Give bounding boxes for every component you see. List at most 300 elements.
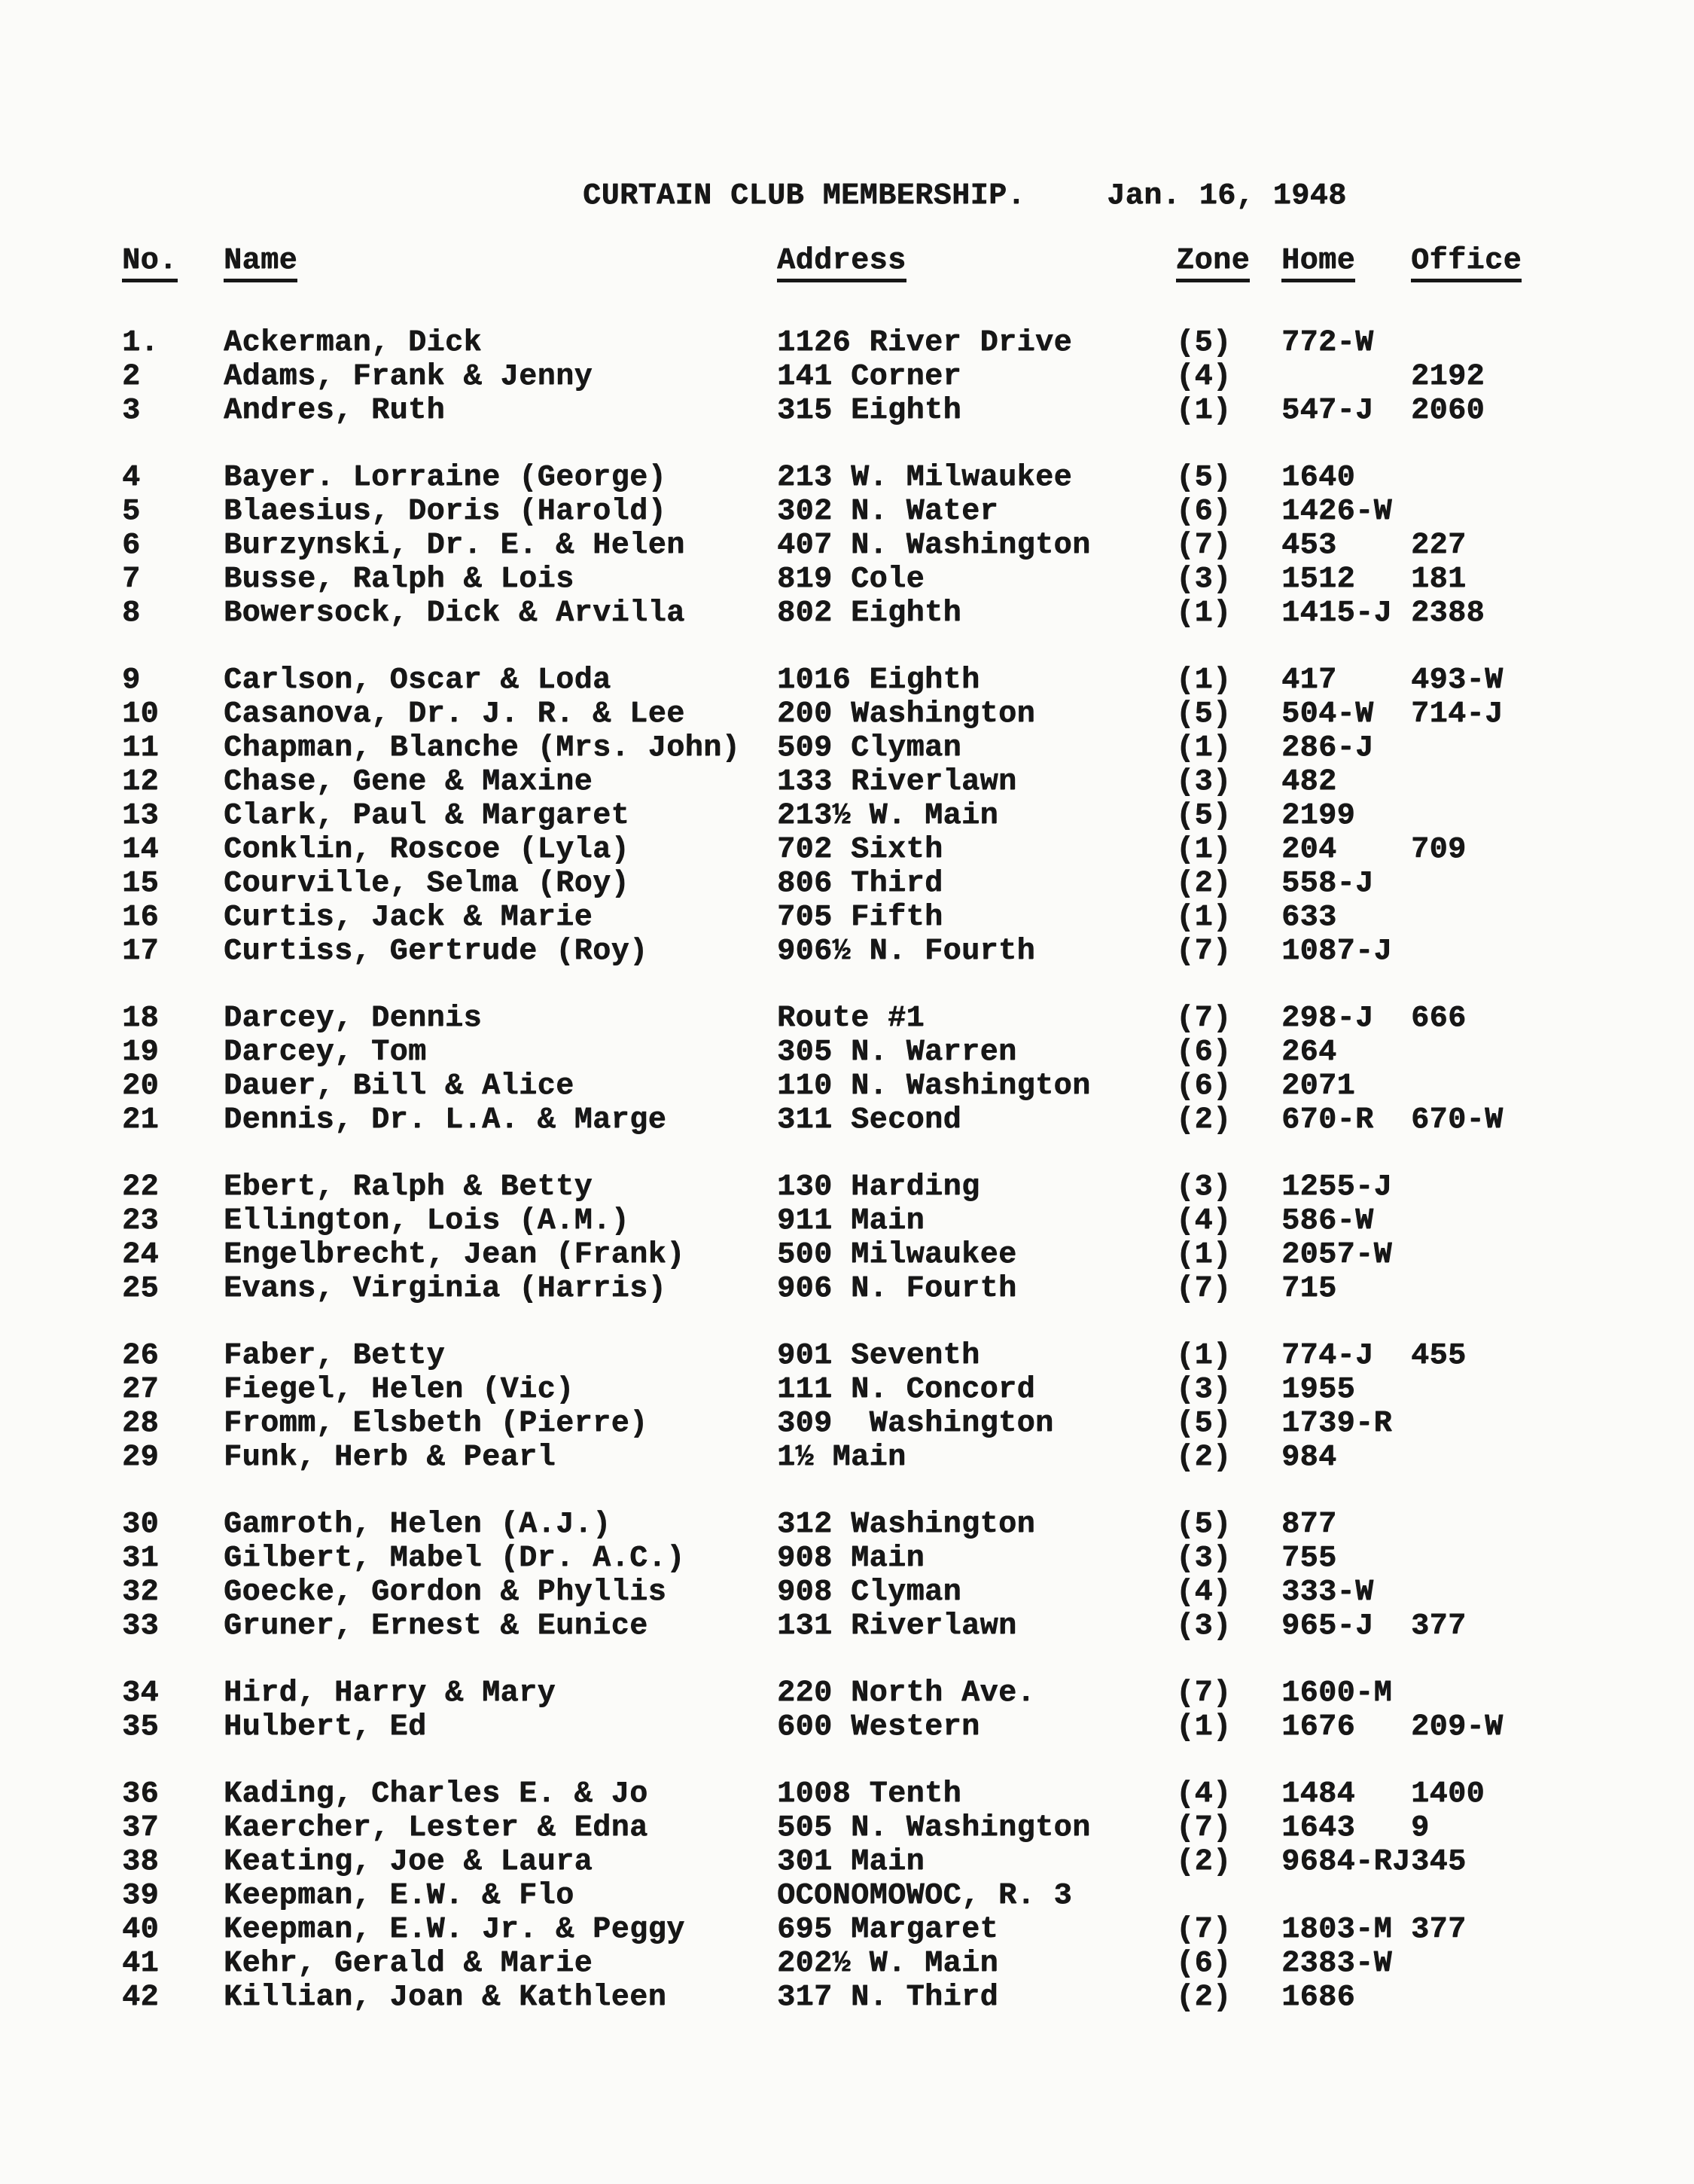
member-address: 312 Washington: [777, 1508, 1036, 1542]
member-address: 901 Seventh: [777, 1339, 980, 1373]
member-home-phone: 504-W: [1281, 697, 1374, 731]
member-address: 213 W. Milwaukee: [777, 461, 1073, 495]
member-name: Gilbert, Mabel (Dr. A.C.): [224, 1542, 685, 1575]
member-zone: (3): [1176, 1373, 1232, 1407]
member-address: 500 Milwaukee: [777, 1238, 1017, 1272]
member-name: Hird, Harry & Mary: [224, 1676, 556, 1710]
member-address: 200 Washington: [777, 697, 1036, 731]
member-home-phone: 558-J: [1281, 867, 1374, 901]
member-name: Bowersock, Dick & Arvilla: [224, 596, 685, 630]
member-office-phone: 455: [1411, 1339, 1467, 1373]
member-name: Keating, Joe & Laura: [224, 1845, 593, 1879]
member-no: 40: [122, 1913, 160, 1947]
member-name: Clark, Paul & Margaret: [224, 799, 630, 833]
member-zone: (1): [1176, 1339, 1232, 1373]
member-home-phone: 1643: [1281, 1811, 1356, 1845]
member-home-phone: 877: [1281, 1508, 1337, 1542]
member-address: 908 Clyman: [777, 1575, 962, 1609]
member-home-phone: 9684-RJ: [1281, 1845, 1411, 1879]
table-row: [122, 1204, 1694, 1238]
member-no: 11: [122, 731, 160, 765]
member-no: 36: [122, 1777, 160, 1811]
member-office-phone: [1411, 461, 1575, 495]
table-row: [122, 1777, 1694, 1811]
member-office-phone: [1411, 901, 1575, 935]
member-name: Bayer. Lorraine (George): [224, 461, 667, 495]
member-zone: (7): [1176, 1676, 1232, 1710]
header-zone: Zone: [1176, 244, 1281, 282]
member-address: 302 N. Water: [777, 495, 999, 529]
document-title-line: [583, 179, 1694, 214]
member-office-phone: 670-W: [1411, 1103, 1504, 1137]
member-no: 8: [122, 596, 141, 630]
member-group: [122, 326, 1694, 428]
table-row: [122, 1609, 1694, 1643]
member-address: OCONOMOWOC, R. 3: [777, 1879, 1073, 1913]
header-office: Office: [1411, 244, 1575, 282]
member-no: 23: [122, 1204, 160, 1238]
member-address: Route #1: [777, 1002, 925, 1036]
table-row: [122, 1238, 1694, 1272]
table-row: [122, 1981, 1694, 2015]
member-no: 5: [122, 495, 141, 529]
member-address: 911 Main: [777, 1204, 925, 1238]
member-address: 130 Harding: [777, 1170, 980, 1204]
table-row: [122, 731, 1694, 765]
member-no: 27: [122, 1373, 160, 1407]
member-zone: (1): [1176, 833, 1232, 867]
member-no: 31: [122, 1542, 160, 1575]
member-office-phone: [1411, 1947, 1575, 1981]
member-zone: (7): [1176, 529, 1232, 563]
member-home-phone: 1955: [1281, 1373, 1356, 1407]
member-office-phone: [1411, 867, 1575, 901]
member-zone: (1): [1176, 901, 1232, 935]
member-no: 18: [122, 1002, 160, 1036]
member-name: Chase, Gene & Maxine: [224, 765, 593, 799]
table-row: [122, 1407, 1694, 1441]
member-address: 305 N. Warren: [777, 1036, 1017, 1069]
member-address: 110 N. Washington: [777, 1069, 1091, 1103]
member-name: Evans, Virginia (Harris): [224, 1272, 667, 1306]
member-zone: (3): [1176, 1542, 1232, 1575]
member-address: 317 N. Third: [777, 1981, 999, 2015]
member-home-phone: 264: [1281, 1036, 1337, 1069]
member-no: 30: [122, 1508, 160, 1542]
member-home-phone: 774-J: [1281, 1339, 1374, 1373]
table-row: [122, 1676, 1694, 1710]
member-no: 25: [122, 1272, 160, 1306]
member-office-phone: [1411, 935, 1575, 968]
table-row: [122, 935, 1694, 968]
member-name: Funk, Herb & Pearl: [224, 1441, 556, 1475]
member-zone: (6): [1176, 1069, 1232, 1103]
member-name: Andres, Ruth: [224, 394, 446, 428]
member-no: 22: [122, 1170, 160, 1204]
table-row: [122, 1508, 1694, 1542]
member-zone: (1): [1176, 1710, 1232, 1744]
table-row: [122, 833, 1694, 867]
table-row: [122, 663, 1694, 697]
member-no: 33: [122, 1609, 160, 1643]
table-row: [122, 867, 1694, 901]
member-no: 20: [122, 1069, 160, 1103]
member-home-phone: 417: [1281, 663, 1337, 697]
table-row: [122, 1339, 1694, 1373]
member-office-phone: [1411, 495, 1575, 529]
member-zone: (5): [1176, 326, 1232, 360]
member-home-phone: 1739-R: [1281, 1407, 1393, 1441]
table-row: [122, 1272, 1694, 1306]
member-group: [122, 663, 1694, 968]
member-zone: (6): [1176, 1947, 1232, 1981]
member-zone: (6): [1176, 495, 1232, 529]
page-date: Jan. 16, 1948: [1107, 179, 1347, 213]
member-name: Courville, Selma (Roy): [224, 867, 630, 901]
table-header-row: [122, 244, 1694, 282]
member-office-phone: 377: [1411, 1609, 1467, 1643]
member-group: [122, 1170, 1694, 1306]
member-home-phone: 547-J: [1281, 394, 1374, 428]
member-name: Curtis, Jack & Marie: [224, 901, 593, 935]
member-no: 24: [122, 1238, 160, 1272]
member-office-phone: 1400: [1411, 1777, 1485, 1811]
member-zone: (7): [1176, 1002, 1232, 1036]
member-zone: (1): [1176, 596, 1232, 630]
member-zone: (3): [1176, 563, 1232, 596]
member-office-phone: [1411, 1441, 1575, 1475]
member-address: 213½ W. Main: [777, 799, 999, 833]
member-address: 806 Third: [777, 867, 943, 901]
member-address: 1008 Tenth: [777, 1777, 962, 1811]
member-office-phone: [1411, 1036, 1575, 1069]
member-address: 505 N. Washington: [777, 1811, 1091, 1845]
member-address: 141 Corner: [777, 360, 962, 394]
table-row: [122, 1002, 1694, 1036]
member-no: 15: [122, 867, 160, 901]
member-zone: (5): [1176, 461, 1232, 495]
member-address: 131 Riverlawn: [777, 1609, 1017, 1643]
member-office-phone: 709: [1411, 833, 1467, 867]
table-row: [122, 563, 1694, 596]
member-name: Kehr, Gerald & Marie: [224, 1947, 593, 1981]
member-no: 32: [122, 1575, 160, 1609]
member-zone: (7): [1176, 935, 1232, 968]
member-address: 906½ N. Fourth: [777, 935, 1036, 968]
member-no: 29: [122, 1441, 160, 1475]
member-address: 600 Western: [777, 1710, 980, 1744]
member-zone: (1): [1176, 663, 1232, 697]
member-home-phone: 333-W: [1281, 1575, 1374, 1609]
member-home-phone: 586-W: [1281, 1204, 1374, 1238]
member-name: Keepman, E.W. & Flo: [224, 1879, 574, 1913]
member-zone: (1): [1176, 1238, 1232, 1272]
member-zone: (1): [1176, 731, 1232, 765]
member-home-phone: 298-J: [1281, 1002, 1374, 1036]
page-title: CURTAIN CLUB MEMBERSHIP.: [583, 179, 1026, 213]
member-office-phone: 377: [1411, 1913, 1467, 1947]
member-home-phone: 1484: [1281, 1777, 1356, 1811]
member-zone: (2): [1176, 1441, 1232, 1475]
member-name: Kading, Charles E. & Jo: [224, 1777, 648, 1811]
member-address: 705 Fifth: [777, 901, 943, 935]
member-name: Casanova, Dr. J. R. & Lee: [224, 697, 685, 731]
member-zone: (5): [1176, 1407, 1232, 1441]
member-home-phone: 2199: [1281, 799, 1356, 833]
member-office-phone: 714-J: [1411, 697, 1504, 731]
member-no: 42: [122, 1981, 160, 2015]
member-home-phone: 482: [1281, 765, 1337, 799]
member-home-phone: 1803-M: [1281, 1913, 1393, 1947]
member-office-phone: [1411, 1676, 1575, 1710]
member-address: 802 Eighth: [777, 596, 962, 630]
member-no: 34: [122, 1676, 160, 1710]
member-office-phone: 209-W: [1411, 1710, 1504, 1744]
member-home-phone: 772-W: [1281, 326, 1374, 360]
member-zone: (2): [1176, 1103, 1232, 1137]
header-no: No.: [122, 244, 224, 282]
member-home-phone: [1281, 360, 1411, 394]
member-name: Carlson, Oscar & Loda: [224, 663, 611, 697]
member-home-phone: 1512: [1281, 563, 1356, 596]
member-zone: (7): [1176, 1272, 1232, 1306]
member-home-phone: 715: [1281, 1272, 1337, 1306]
member-address: 702 Sixth: [777, 833, 943, 867]
member-office-phone: 181: [1411, 563, 1467, 596]
member-no: 6: [122, 529, 141, 563]
member-no: 35: [122, 1710, 160, 1744]
member-office-phone: [1411, 1170, 1575, 1204]
member-address: 301 Main: [777, 1845, 925, 1879]
member-zone: (3): [1176, 1609, 1232, 1643]
member-address: 220 North Ave.: [777, 1676, 1036, 1710]
table-row: [122, 1710, 1694, 1744]
member-no: 14: [122, 833, 160, 867]
table-row: [122, 1373, 1694, 1407]
member-office-phone: [1411, 1508, 1575, 1542]
member-office-phone: [1411, 1272, 1575, 1306]
member-office-phone: 666: [1411, 1002, 1467, 1036]
member-no: 28: [122, 1407, 160, 1441]
member-no: 4: [122, 461, 141, 495]
member-home-phone: 2071: [1281, 1069, 1356, 1103]
header-address: Address: [777, 244, 1176, 282]
table-row: [122, 1811, 1694, 1845]
member-home-phone: 1087-J: [1281, 935, 1393, 968]
member-address: 695 Margaret: [777, 1913, 999, 1947]
member-address: 202½ W. Main: [777, 1947, 999, 1981]
member-name: Busse, Ralph & Lois: [224, 563, 574, 596]
header-name: Name: [224, 244, 777, 282]
member-no: 9: [122, 663, 141, 697]
member-home-phone: 2057-W: [1281, 1238, 1393, 1272]
table-row: [122, 1441, 1694, 1475]
member-office-phone: [1411, 1879, 1575, 1913]
member-office-phone: 2388: [1411, 596, 1485, 630]
member-name: Gamroth, Helen (A.J.): [224, 1508, 611, 1542]
member-name: Fiegel, Helen (Vic): [224, 1373, 574, 1407]
member-no: 38: [122, 1845, 160, 1879]
member-office-phone: [1411, 1204, 1575, 1238]
member-list: [122, 326, 1694, 2015]
table-row: [122, 1575, 1694, 1609]
member-zone: (2): [1176, 867, 1232, 901]
member-office-phone: 493-W: [1411, 663, 1504, 697]
member-office-phone: [1411, 326, 1575, 360]
member-address: 133 Riverlawn: [777, 765, 1017, 799]
member-zone: (1): [1176, 394, 1232, 428]
member-no: 1.: [122, 326, 160, 360]
member-zone: (7): [1176, 1811, 1232, 1845]
member-no: 41: [122, 1947, 160, 1981]
member-office-phone: 227: [1411, 529, 1467, 563]
member-home-phone: 2383-W: [1281, 1947, 1393, 1981]
member-name: Ackerman, Dick: [224, 326, 483, 360]
member-group: [122, 461, 1694, 630]
member-home-phone: [1281, 1879, 1411, 1913]
member-zone: (4): [1176, 360, 1232, 394]
member-office-phone: [1411, 1542, 1575, 1575]
member-address: 309 Washington: [777, 1407, 1054, 1441]
table-row: [122, 495, 1694, 529]
table-row: [122, 1103, 1694, 1137]
table-row: [122, 1947, 1694, 1981]
member-no: 39: [122, 1879, 160, 1913]
member-name: Conklin, Roscoe (Lyla): [224, 833, 630, 867]
member-address: 311 Second: [777, 1103, 962, 1137]
member-name: Dauer, Bill & Alice: [224, 1069, 574, 1103]
member-name: Blaesius, Doris (Harold): [224, 495, 667, 529]
member-home-phone: 1600-M: [1281, 1676, 1393, 1710]
member-zone: (3): [1176, 1170, 1232, 1204]
member-no: 12: [122, 765, 160, 799]
member-name: Gruner, Ernest & Eunice: [224, 1609, 648, 1643]
member-office-phone: 2192: [1411, 360, 1485, 394]
member-office-phone: [1411, 765, 1575, 799]
table-row: [122, 799, 1694, 833]
member-office-phone: [1411, 731, 1575, 765]
member-home-phone: 1426-W: [1281, 495, 1393, 529]
member-address: 407 N. Washington: [777, 529, 1091, 563]
table-row: [122, 326, 1694, 360]
member-office-phone: [1411, 799, 1575, 833]
member-home-phone: 1415-J: [1281, 596, 1393, 630]
member-home-phone: 204: [1281, 833, 1337, 867]
table-row: [122, 1170, 1694, 1204]
table-row: [122, 697, 1694, 731]
member-name: Goecke, Gordon & Phyllis: [224, 1575, 667, 1609]
member-group: [122, 1676, 1694, 1744]
member-name: Kaercher, Lester & Edna: [224, 1811, 648, 1845]
member-group: [122, 1508, 1694, 1643]
member-name: Ebert, Ralph & Betty: [224, 1170, 593, 1204]
table-row: [122, 1542, 1694, 1575]
member-name: Hulbert, Ed: [224, 1710, 427, 1744]
table-row: [122, 1913, 1694, 1947]
member-no: 13: [122, 799, 160, 833]
member-address: 1126 River Drive: [777, 326, 1073, 360]
member-home-phone: 755: [1281, 1542, 1337, 1575]
table-row: [122, 360, 1694, 394]
member-office-phone: [1411, 1069, 1575, 1103]
table-row: [122, 1879, 1694, 1913]
member-zone: (5): [1176, 697, 1232, 731]
member-zone: (5): [1176, 799, 1232, 833]
member-address: 1016 Eighth: [777, 663, 980, 697]
member-home-phone: 965-J: [1281, 1609, 1374, 1643]
member-home-phone: 1640: [1281, 461, 1356, 495]
member-name: Chapman, Blanche (Mrs. John): [224, 731, 741, 765]
member-office-phone: [1411, 1981, 1575, 2015]
table-row: [122, 765, 1694, 799]
member-no: 7: [122, 563, 141, 596]
member-address: 906 N. Fourth: [777, 1272, 1017, 1306]
member-zone: (7): [1176, 1913, 1232, 1947]
member-name: Keepman, E.W. Jr. & Peggy: [224, 1913, 685, 1947]
member-zone: (2): [1176, 1981, 1232, 2015]
member-zone: (4): [1176, 1575, 1232, 1609]
member-office-phone: [1411, 1373, 1575, 1407]
member-address: 315 Eighth: [777, 394, 962, 428]
member-home-phone: 1255-J: [1281, 1170, 1393, 1204]
member-home-phone: 1686: [1281, 1981, 1356, 2015]
member-no: 3: [122, 394, 141, 428]
member-zone: [1176, 1879, 1281, 1913]
member-office-phone: 9: [1411, 1811, 1430, 1845]
member-home-phone: 453: [1281, 529, 1337, 563]
table-row: [122, 1845, 1694, 1879]
member-name: Adams, Frank & Jenny: [224, 360, 593, 394]
member-office-phone: 345: [1411, 1845, 1467, 1879]
member-name: Dennis, Dr. L.A. & Marge: [224, 1103, 667, 1137]
member-name: Darcey, Tom: [224, 1036, 427, 1069]
member-no: 21: [122, 1103, 160, 1137]
member-home-phone: 286-J: [1281, 731, 1374, 765]
member-home-phone: 1676: [1281, 1710, 1356, 1744]
member-address: 819 Cole: [777, 563, 925, 596]
member-address: 111 N. Concord: [777, 1373, 1036, 1407]
table-row: [122, 461, 1694, 495]
member-zone: (5): [1176, 1508, 1232, 1542]
member-group: [122, 1002, 1694, 1137]
header-home: Home: [1281, 244, 1411, 282]
table-row: [122, 1036, 1694, 1069]
member-name: Curtiss, Gertrude (Roy): [224, 935, 648, 968]
member-name: Faber, Betty: [224, 1339, 446, 1373]
member-name: Engelbrecht, Jean (Frank): [224, 1238, 685, 1272]
member-no: 19: [122, 1036, 160, 1069]
member-address: 908 Main: [777, 1542, 925, 1575]
member-no: 37: [122, 1811, 160, 1845]
table-row: [122, 596, 1694, 630]
member-address: 509 Clyman: [777, 731, 962, 765]
table-row: [122, 901, 1694, 935]
member-name: Killian, Joan & Kathleen: [224, 1981, 667, 2015]
member-zone: (6): [1176, 1036, 1232, 1069]
member-name: Burzynski, Dr. E. & Helen: [224, 529, 685, 563]
member-no: 26: [122, 1339, 160, 1373]
member-home-phone: 984: [1281, 1441, 1337, 1475]
member-home-phone: 670-R: [1281, 1103, 1374, 1137]
member-no: 17: [122, 935, 160, 968]
member-no: 10: [122, 697, 160, 731]
table-row: [122, 529, 1694, 563]
member-address: 1½ Main: [777, 1441, 906, 1475]
member-zone: (3): [1176, 765, 1232, 799]
table-row: [122, 394, 1694, 428]
member-name: Fromm, Elsbeth (Pierre): [224, 1407, 648, 1441]
table-row: [122, 1069, 1694, 1103]
